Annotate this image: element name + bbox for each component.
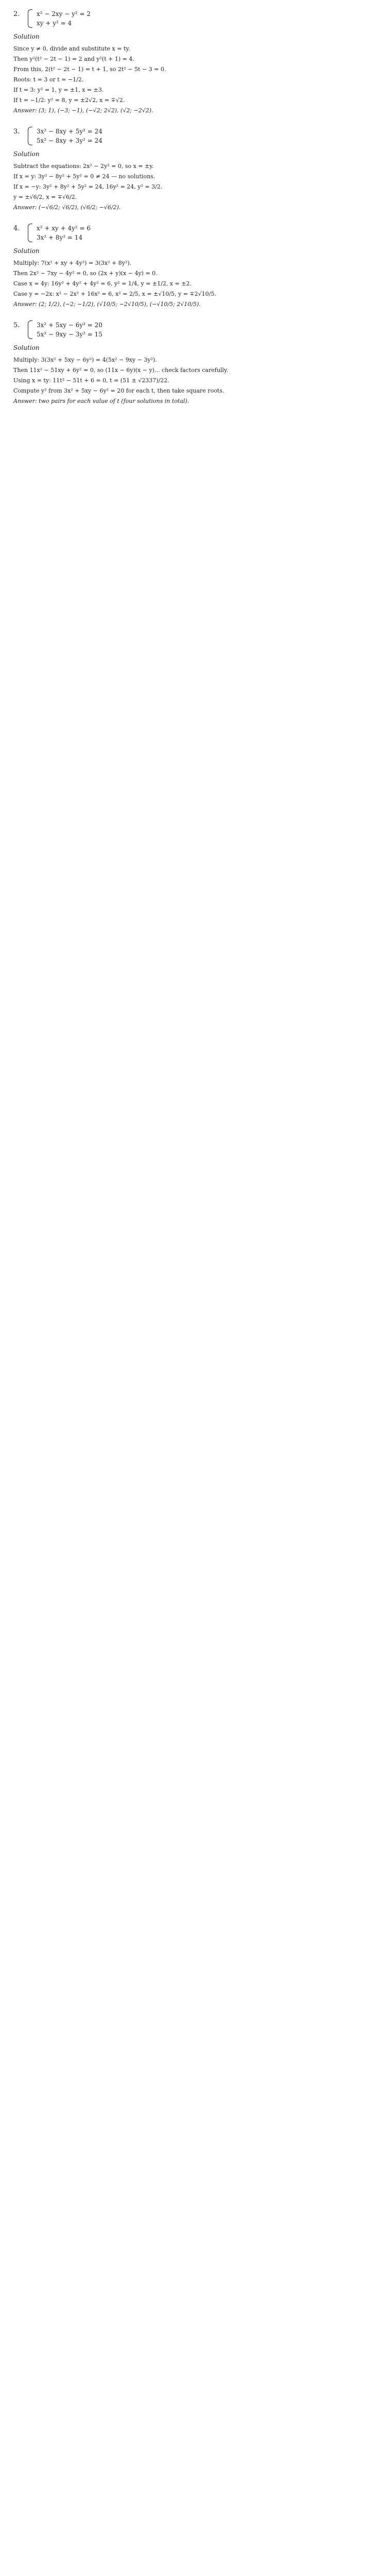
system-brace [28, 224, 32, 242]
equation-system [28, 320, 102, 339]
problem-header [13, 224, 367, 242]
equation-line: 5x² − 8xy + 3y² = 24 [37, 137, 102, 144]
problem-number: 5. [13, 321, 20, 329]
solution-title: Solution [13, 344, 40, 351]
solution-title: Solution [13, 33, 40, 40]
system-brace [28, 9, 32, 28]
problem-number: 3. [13, 128, 20, 135]
equation-line: x² − 2xy − y² = 2 [37, 10, 91, 18]
problem-number: 4. [13, 225, 20, 232]
problem-block [13, 320, 367, 406]
problem-number: 2. [13, 10, 20, 18]
solution-line: If x = y: 3y² − 8y² + 5y² = 0 ≠ 24 — no solutions. [13, 173, 156, 180]
answer-line: Answer: (3; 1), (−3; −1), (−√2; 2√2), (√2; −2√2). [13, 107, 153, 114]
equations [37, 224, 91, 242]
solution-line: Then 2x² − 7xy − 4y² = 0, so (2x + y)(x − 4y) = 0. [13, 270, 158, 277]
answer-line: Answer: two pairs for each value of t (four solutions in total). [13, 398, 189, 404]
problem-header [13, 127, 367, 145]
answer-line: Answer: (−√6/2; √6/2), (√6/2; −√6/2). [13, 204, 121, 211]
solution-line: Subtract the equations: 2x² − 2y² = 0, so x = ±y. [13, 163, 154, 170]
equation-line: 5x² − 9xy − 3y² = 15 [37, 331, 102, 338]
solution-line: Then y²(t² − 2t − 1) = 2 and y²(t + 1) = 4. [13, 56, 134, 62]
solution-line: Then 11x² − 51xy + 6y² = 0, so (11x − 6y)(x − y)... check factors carefully. [13, 367, 229, 374]
solution-line: From this, 2(t² − 2t − 1) = t + 1, so 2t² − 5t − 3 = 0. [13, 66, 166, 73]
system-brace [28, 320, 32, 339]
equations [37, 9, 91, 28]
solution-line: Since y ≠ 0, divide and substitute x = ty. [13, 45, 130, 52]
equation-system [28, 224, 91, 242]
solution-line: If t = 3: y² = 1, y = ±1, x = ±3. [13, 87, 104, 93]
spacer [13, 122, 367, 127]
solution-line: If t = −1/2: y² = 8, y = ±2√2, x = ∓√2. [13, 97, 125, 104]
solution-line: Roots: t = 3 or t = −1/2. [13, 76, 84, 83]
solution-line: Case x = 4y: 16y² + 4y² + 4y² = 6, y² = 1/4, y = ±1/2, x = ±2. [13, 280, 192, 287]
equation-system [28, 127, 102, 145]
solution-line: Using x = ty: 11t² − 51t + 6 = 0, t = (51 ± √2337)/22. [13, 377, 169, 384]
solution-title: Solution [13, 247, 40, 255]
equation-line: 3x² + 8y² = 14 [37, 234, 83, 241]
equation-line: 3x² − 8xy + 5y² = 24 [37, 128, 102, 135]
equation-system [28, 9, 91, 28]
equation-line: x² + xy + 4y² = 6 [37, 225, 91, 232]
solution-title: Solution [13, 150, 40, 158]
problem-block [13, 127, 367, 212]
problem-block [13, 224, 367, 309]
solution-line: Case y = −2x: x² − 2x² + 16x² = 6, x² = 2/5, x = ±√10/5, y = ∓2√10/5. [13, 291, 216, 297]
answer-line: Answer: (2; 1/2), (−2; −1/2), (√10/5; −2√10/5), (−√10/5; 2√10/5). [13, 301, 201, 308]
problem-header [13, 9, 367, 28]
solution-line: Multiply: 7(x² + xy + 4y²) = 3(3x² + 8y²). [13, 260, 132, 266]
spacer [13, 315, 367, 320]
system-brace [28, 127, 32, 145]
equations [37, 320, 102, 339]
problem-header [13, 320, 367, 339]
equation-line: xy + y² = 4 [37, 20, 72, 27]
spacer [13, 218, 367, 224]
problem-block [13, 9, 367, 115]
equation-line: 3x² + 5xy − 6y² = 20 [37, 321, 102, 329]
equations [37, 127, 102, 145]
solution-line: y = ±√6/2, x = ∓√6/2. [13, 194, 77, 200]
solution-line: Multiply: 3(3x² + 5xy − 6y²) = 4(5x² − 9xy − 3y²). [13, 357, 157, 363]
solution-line: Compute y² from 3x² + 5xy − 6y² = 20 for each t, then take square roots. [13, 387, 224, 394]
solution-line: If x = −y: 3y² + 8y² + 5y² = 24, 16y² = 24, y² = 3/2. [13, 183, 163, 190]
